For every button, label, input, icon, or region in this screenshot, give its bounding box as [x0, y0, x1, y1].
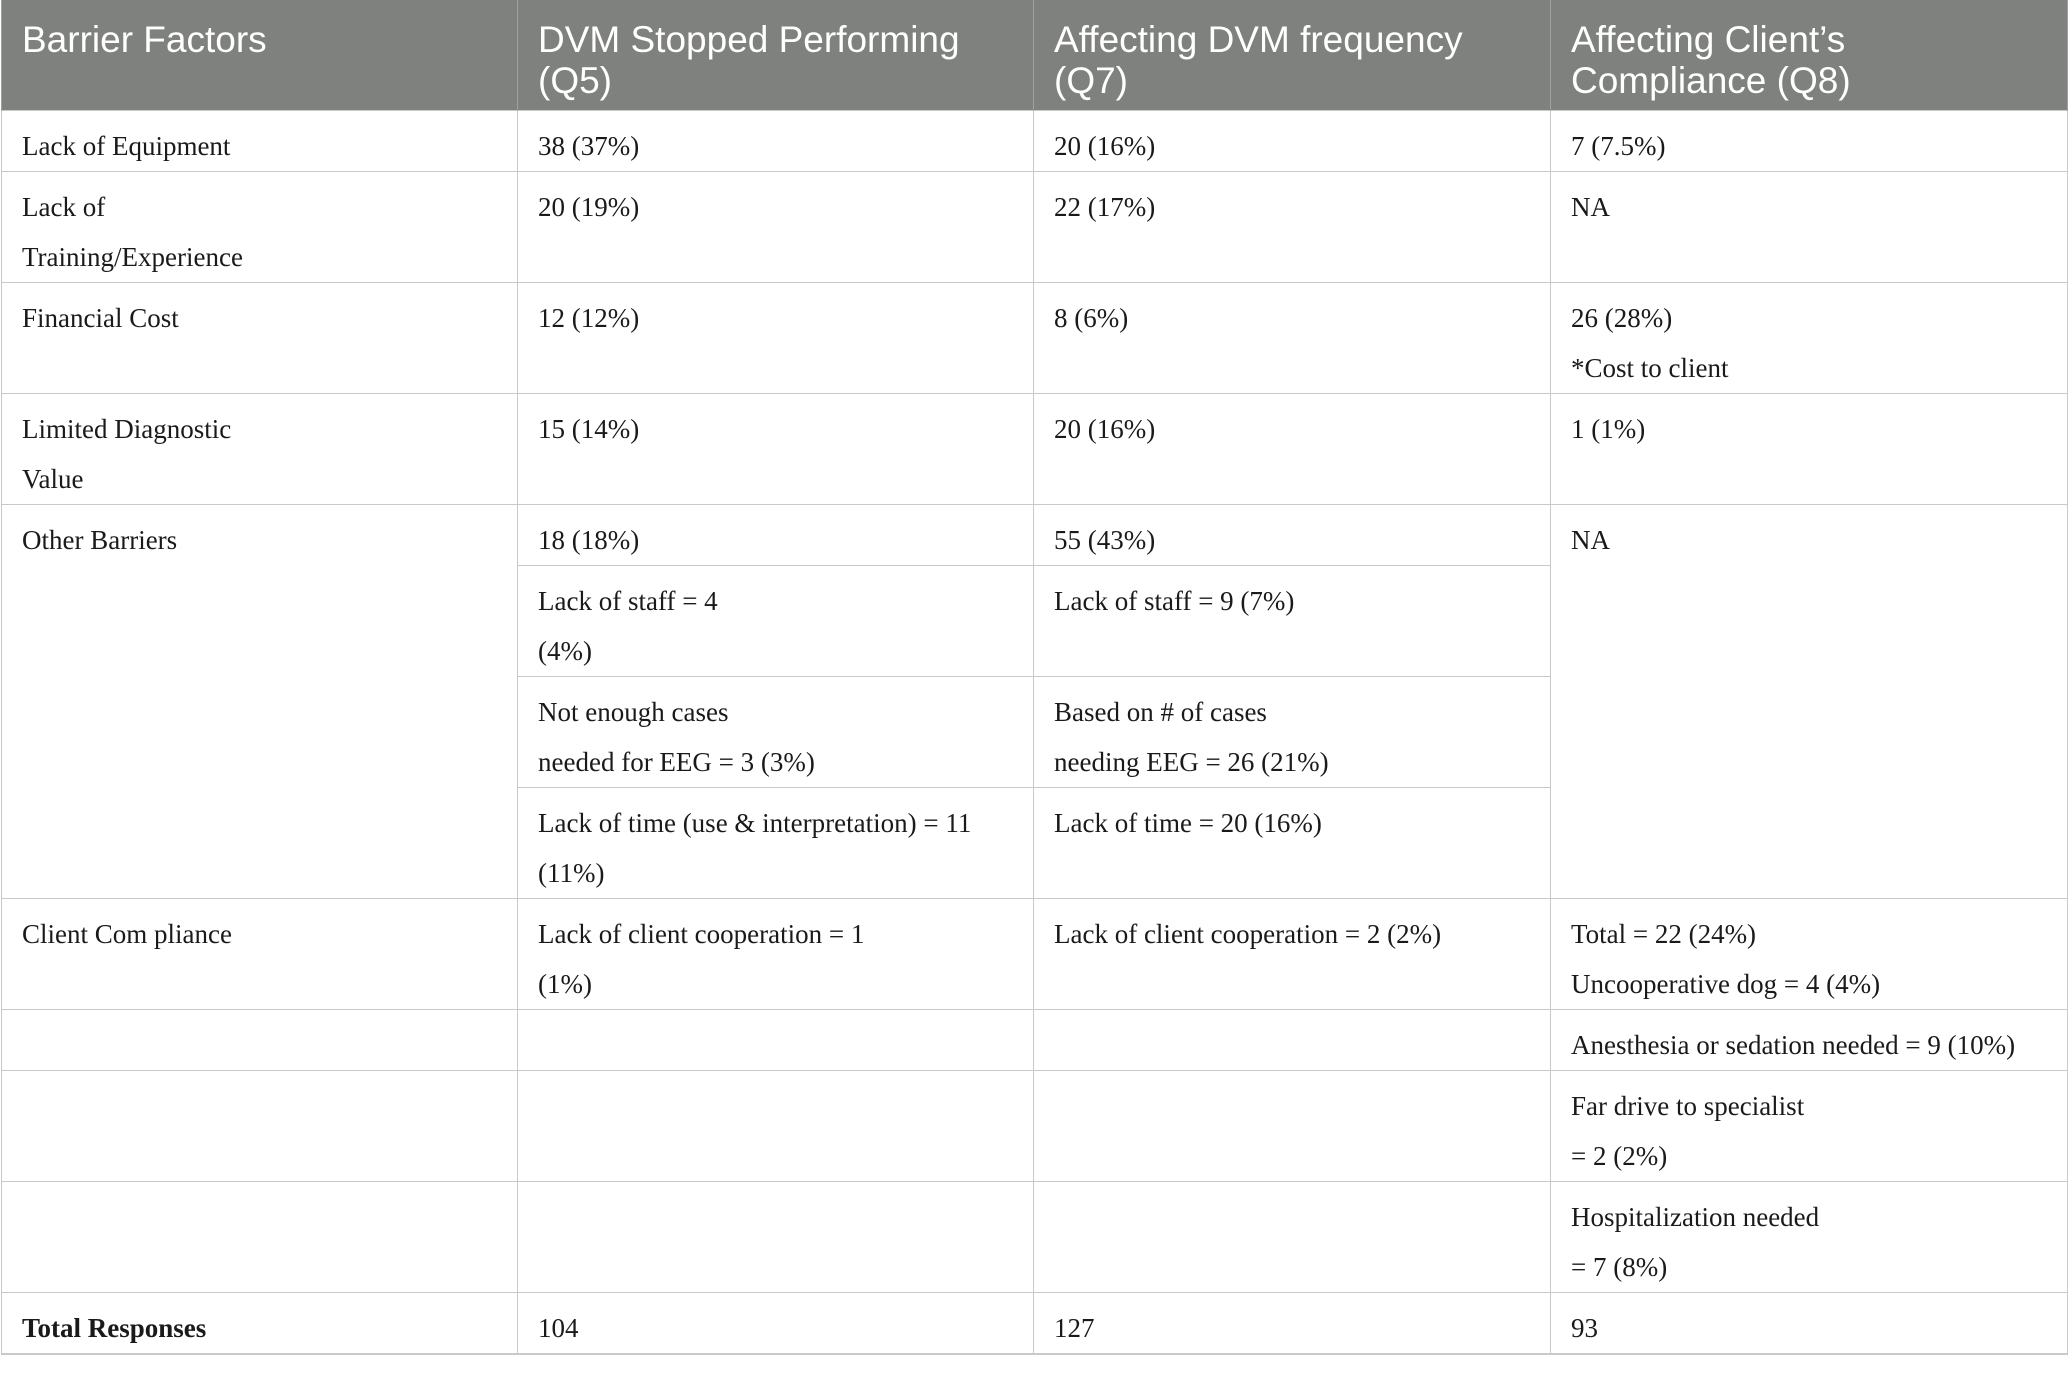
cell-q5: Lack of time (use & interpretation) = 11 (11%)	[518, 788, 1034, 899]
cell-q5	[518, 1182, 1034, 1293]
cell-q7	[1034, 1010, 1551, 1071]
cell-q8: Far drive to specialist = 2 (2%)	[1551, 1071, 2068, 1182]
cell-q8: NA	[1551, 172, 2068, 283]
table-row-other-total	[2, 505, 2068, 566]
table-row-hospitalization	[2, 1182, 2068, 1293]
table-row-total	[2, 1293, 2068, 1355]
cell-q8: Hospitalization needed = 7 (8%)	[1551, 1182, 2068, 1293]
cell-q5: 20 (19%)	[518, 172, 1034, 283]
cell-factor: Total Responses	[2, 1293, 518, 1355]
cell-q5: Not enough cases needed for EEG = 3 (3%)	[518, 677, 1034, 788]
cell-q8: 7 (7.5%)	[1551, 111, 2068, 172]
cell-q7: 55 (43%)	[1034, 505, 1551, 566]
cell-q5: 15 (14%)	[518, 394, 1034, 505]
cell-q8: Total = 22 (24%) Uncooperative dog = 4 (4%)	[1551, 899, 2068, 1010]
cell-factor: Client Com pliance	[2, 899, 518, 1010]
cell-q5: Lack of client cooperation = 1 (1%)	[518, 899, 1034, 1010]
table-body	[2, 111, 2068, 1355]
header-q8: Affecting Client’s Compliance (Q8)	[1551, 0, 2068, 111]
table-row-training	[2, 172, 2068, 283]
table-row-far-drive	[2, 1071, 2068, 1182]
cell-q5: 12 (12%)	[518, 283, 1034, 394]
cell-q5	[518, 1071, 1034, 1182]
cell-q8: 93	[1551, 1293, 2068, 1355]
cell-q7: 20 (16%)	[1034, 394, 1551, 505]
cell-q8: Anesthesia or sedation needed = 9 (10%)	[1551, 1010, 2068, 1071]
cell-q5: Lack of staff = 4 (4%)	[518, 566, 1034, 677]
cell-q7	[1034, 1182, 1551, 1293]
cell-q7: 20 (16%)	[1034, 111, 1551, 172]
cell-q8: 1 (1%)	[1551, 394, 2068, 505]
header-q7: Affecting DVM frequency (Q7)	[1034, 0, 1551, 111]
cell-factor: Other Barriers	[2, 505, 518, 899]
header-barrier-factors: Barrier Factors	[2, 0, 518, 111]
cell-q7: 127	[1034, 1293, 1551, 1355]
cell-q7: Lack of staff = 9 (7%)	[1034, 566, 1551, 677]
barrier-factors-table	[1, 0, 2068, 1355]
cell-factor	[2, 1182, 518, 1293]
cell-factor: Financial Cost	[2, 283, 518, 394]
cell-q7	[1034, 1071, 1551, 1182]
cell-q7: 8 (6%)	[1034, 283, 1551, 394]
cell-q7: Based on # of cases needing EEG = 26 (21%)	[1034, 677, 1551, 788]
cell-q5: 18 (18%)	[518, 505, 1034, 566]
table-header	[2, 0, 2068, 111]
table-row-client	[2, 899, 2068, 1010]
cell-q7: Lack of time = 20 (16%)	[1034, 788, 1551, 899]
table-row-anesthesia	[2, 1010, 2068, 1071]
table-row-diagnostic	[2, 394, 2068, 505]
cell-factor: Lack of Training/Experience	[2, 172, 518, 283]
cell-q5: 104	[518, 1293, 1034, 1355]
cell-q5: 38 (37%)	[518, 111, 1034, 172]
cell-factor: Limited Diagnostic Value	[2, 394, 518, 505]
cell-q8: 26 (28%) *Cost to client	[1551, 283, 2068, 394]
cell-factor	[2, 1010, 518, 1071]
cell-q5	[518, 1010, 1034, 1071]
header-row	[2, 0, 2068, 111]
table-row-equipment	[2, 111, 2068, 172]
header-q5: DVM Stopped Performing (Q5)	[518, 0, 1034, 111]
cell-factor	[2, 1071, 518, 1182]
cell-factor: Lack of Equipment	[2, 111, 518, 172]
cell-q8: NA	[1551, 505, 2068, 899]
cell-q7: Lack of client cooperation = 2 (2%)	[1034, 899, 1551, 1010]
cell-q7: 22 (17%)	[1034, 172, 1551, 283]
table-row-financial	[2, 283, 2068, 394]
